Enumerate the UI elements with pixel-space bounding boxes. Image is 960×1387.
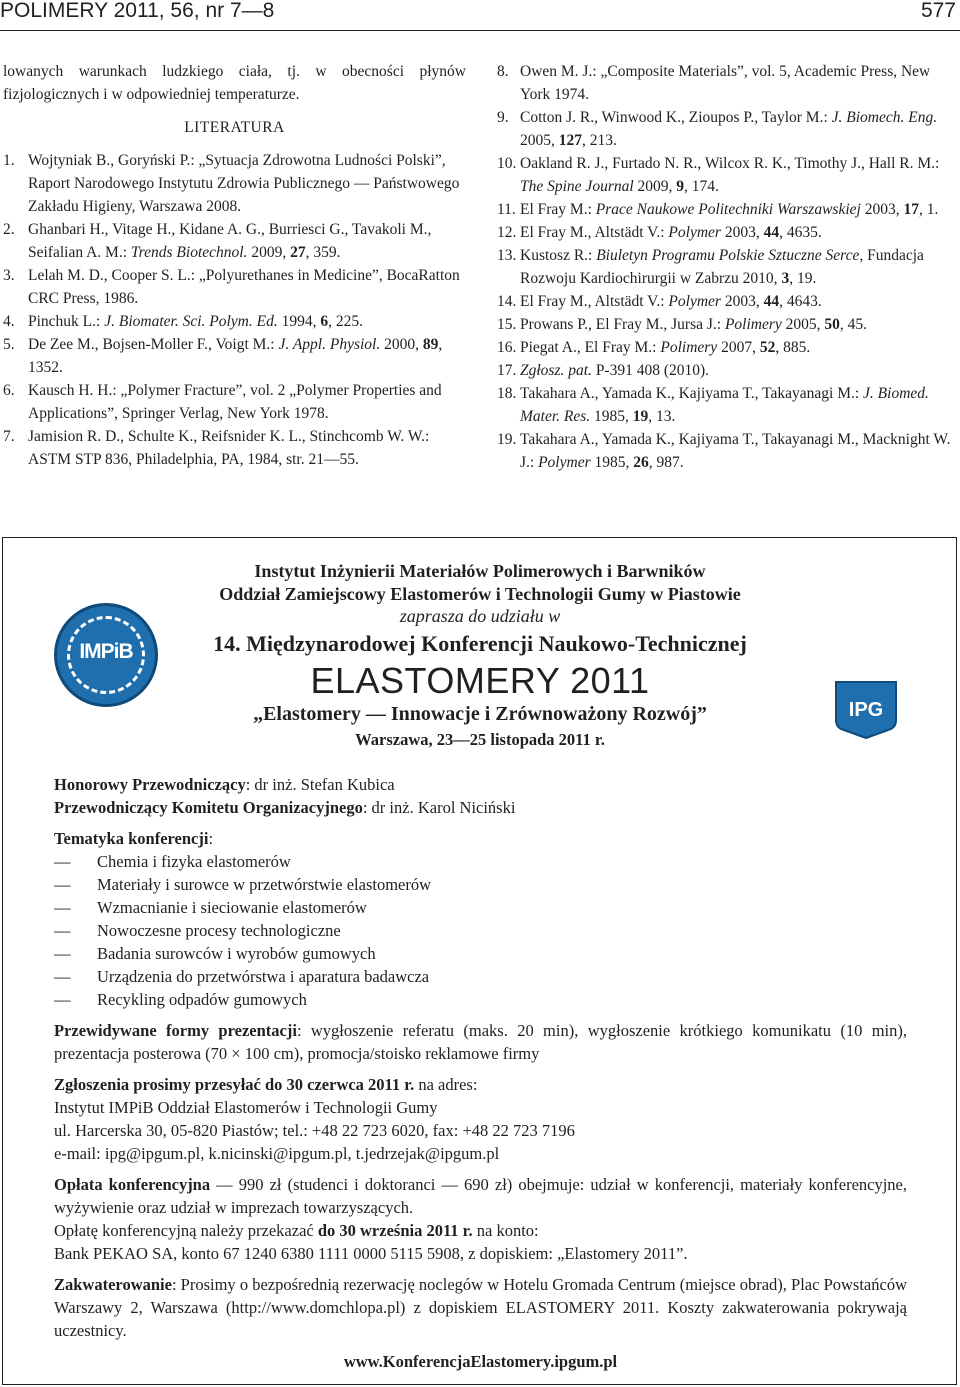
reference-number: 17. (497, 362, 517, 379)
reference-number: 4. (3, 313, 15, 330)
reference-number: 19. (497, 431, 517, 448)
reference-text: Takahara A., Yamada K., Kajiyama T., Takayanagi M., Macknight W. J.: Polymer 1985, 26, 987. (520, 431, 951, 471)
department-name: Oddział Zamiejscowy Elastomerów i Technologii Gumy w Piastowie (219, 584, 741, 604)
bank-account: Bank PEKAO SA, konto 67 1240 6380 1111 0000 5115 5908, z dopiskiem: „Elastomery 2011”. (54, 1244, 688, 1263)
reference-text: Owen M. J.: „Composite Materials”, vol. 5, Academic Press, New York 1974. (520, 63, 931, 103)
reference-text: Cotton J. R., Winwood K., Zioupos P., Taylor M.: J. Biomech. Eng. 2005, 127, 213. (520, 109, 938, 149)
reference-item (497, 60, 960, 106)
reference-text: Kustosz R.: Biuletyn Programu Polskie Sztuczne Serce, Fundacja Rozwoju Kardiochirurgii w Zabrzu 2010, 3, 19. (520, 247, 924, 287)
ipg-logo-text: IPG (848, 699, 884, 721)
reference-number: 13. (497, 247, 517, 264)
ipg-logo-graphic (830, 680, 902, 740)
reference-item (497, 221, 960, 244)
reference-text: Kausch H. H.: „Polymer Fracture”, vol. 2 „Polymer Properties and Applications”, Springer Verlag, New York 1978. (28, 382, 442, 422)
conference-motto: „Elastomery — Innowacje i Zrównoważony Rozwój” (253, 703, 707, 725)
reference-text: Prowans P., El Fray M., Jursa J.: Polimery 2005, 50, 45. (520, 316, 868, 333)
reference-item (497, 359, 960, 382)
reference-text: Wojtyniak B., Goryński P.: „Sytuacja Zdrowotna Ludności Polski”, Raport Narodowego Instytutu Zdrowia Publicznego — Państwowego Zakładu Higieny, Warszawa 2008. (28, 152, 460, 215)
literature-heading: LITERATURA (184, 119, 285, 136)
reference-number: 16. (497, 339, 517, 356)
impib-logo (54, 603, 158, 707)
reference-item (497, 336, 960, 359)
reference-item (497, 382, 960, 428)
topic-item: — Urządzenia do przetwórstwa i aparatura badawcza (54, 967, 430, 986)
reference-number: 6. (3, 382, 15, 399)
reference-text: De Zee M., Bojsen-Moller F., Voigt M.: J. Appl. Physiol. 2000, 89, 1352. (28, 336, 443, 376)
conference-website-link[interactable]: www.KonferencjaElastomery.ipgum.pl (343, 1352, 618, 1371)
honorary-chair: Honorowy Przewodniczący: dr inż. Stefan Kubica (54, 775, 395, 794)
reference-item (3, 333, 466, 379)
reference-text: Jamision R. D., Schulte K., Reifsnider K. L., Stinchcomb W. W.: ASTM STP 836, Philadelphia, PA, 1984, str. 21—55. (28, 428, 430, 468)
reference-number: 3. (3, 267, 15, 284)
reference-item (497, 290, 960, 313)
invitation-line: zaprasza do udziału w (399, 606, 561, 626)
reference-number: 14. (497, 293, 517, 310)
accommodation: Zakwaterowanie: Prosimy o bezpośrednią rezerwację noclegów w Hotelu Gromada Centrum (miejsce obrad), Plac Powstańców Warszawy 2, Warszawa (http://www.domchlopa.pl) z dopiskiem ELASTOMERY 2011. Koszty zakwaterowania pokrywają uczestnicy. (54, 1275, 907, 1340)
address-line: Instytut IMPiB Oddział Elastomerów i Technologii Gumy (54, 1098, 438, 1117)
reference-item (3, 149, 466, 218)
reference-number: 5. (3, 336, 15, 353)
submission-deadline: Zgłoszenia prosimy przesyłać do 30 czerwca 2011 r. na adres: (54, 1075, 478, 1094)
reference-item (3, 310, 466, 333)
left-column (3, 60, 466, 471)
reference-item (497, 313, 960, 336)
reference-item (3, 379, 466, 425)
reference-text: El Fray M.: Prace Naukowe Politechniki Warszawskiej 2003, 17, 1. (520, 201, 939, 218)
reference-number: 1. (3, 152, 15, 169)
journal-title: POLIMERY 2011, 56, nr 7—8 (0, 0, 275, 22)
reference-item (3, 264, 466, 310)
reference-item (497, 244, 960, 290)
announcement-body (54, 773, 907, 1373)
topic-item: — Wzmacnianie i sieciowanie elastomerów (54, 898, 367, 917)
reference-number: 11. (497, 201, 516, 218)
reference-number: 8. (497, 63, 509, 80)
reference-number: 7. (3, 428, 15, 445)
ipg-logo (830, 680, 902, 740)
topic-item: — Nowoczesne procesy technologiczne (54, 921, 341, 940)
reference-item (3, 425, 466, 471)
reference-number: 2. (3, 221, 15, 238)
header-rule (0, 30, 960, 31)
reference-text: Lelah M. D., Cooper S. L.: „Polyurethanes in Medicine”, BocaRatton CRC Press, 1986. (28, 267, 460, 307)
right-column (497, 60, 960, 474)
intro-paragraph: lowanych warunkach ludzkiego ciała, tj. w obecności płynów fizjologicznych i w odpowiedniej temperaturze. (3, 63, 466, 103)
topic-item: — Chemia i fizyka elastomerów (54, 852, 291, 871)
reference-number: 18. (497, 385, 517, 402)
reference-text: Ghanbari H., Vitage H., Kidane A. G., Burriesci G., Tavakoli M., Seifalian A. M.: Trends Biotechnol. 2009, 27, 359. (28, 221, 432, 261)
reference-item (497, 198, 960, 221)
reference-item (497, 106, 960, 152)
topic-item: — Materiały i surowce w przetwórstwie elastomerów (54, 875, 432, 894)
presentation-forms: Przewidywane formy prezentacji: wygłoszenie referatu (maks. 20 min), wygłoszenie krótkiego komunikatu (10 min), prezentacja posterowa (70 × 100 cm), promocja/stoisko reklamowe firmy (54, 1021, 907, 1063)
topics-heading: Tematyka konferencji: (54, 829, 214, 848)
page-header (0, 0, 960, 30)
reference-text: Piegat A., El Fray M.: Polimery 2007, 52, 885. (520, 339, 811, 356)
reference-number: 15. (497, 316, 517, 333)
page-number: 577 (920, 0, 956, 22)
conference-fee: Opłata konferencyjna — 990 zł (studenci i doktoranci — 690 zł) obejmuje: udział w konferencji, materiały konferencyjne, wyżywienie oraz udział w imprezach towarzyszących. (54, 1175, 908, 1217)
reference-text: El Fray M., Altstädt V.: Polymer 2003, 44, 4643. (520, 293, 822, 310)
conference-date: Warszawa, 23—25 listopada 2011 r. (355, 730, 605, 749)
conference-name: ELASTOMERY 2011 (310, 660, 650, 701)
reference-text: Pinchuk L.: J. Biomater. Sci. Polym. Ed. 1994, 6, 225. (28, 313, 363, 330)
institute-name: Instytut Inżynierii Materiałów Polimerowych i Barwników (254, 561, 706, 581)
reference-item (3, 218, 466, 264)
topic-item: — Badania surowców i wyrobów gumowych (54, 944, 376, 963)
reference-text: Oakland R. J., Furtado N. R., Wilcox R. K., Timothy J., Hall R. M.: The Spine Journal 2009, 9, 174. (520, 155, 940, 195)
contact-emails: e-mail: ipg@ipgum.pl, k.nicinski@ipgum.pl, t.jedrzejak@ipgum.pl (54, 1144, 500, 1163)
impib-logo-text: IMPiB (79, 640, 133, 663)
fee-payment: Opłatę konferencyjną należy przekazać do 30 września 2011 r. na konto: (54, 1221, 539, 1240)
reference-item (497, 428, 960, 474)
topic-item: — Recykling odpadów gumowych (54, 990, 307, 1009)
reference-text: Takahara A., Yamada K., Kajiyama T., Takayanagi M.: J. Biomed. Mater. Res. 1985, 19, 13. (520, 385, 929, 425)
organizing-chair: Przewodniczący Komitetu Organizacyjnego: dr inż. Karol Niciński (54, 798, 516, 817)
reference-text: El Fray M., Altstädt V.: Polymer 2003, 44, 4635. (520, 224, 822, 241)
reference-item (497, 152, 960, 198)
address-line: ul. Harcerska 30, 05-820 Piastów; tel.: +48 22 723 6020, fax: +48 22 723 7196 (54, 1121, 575, 1140)
reference-text: Zgłosz. pat. P-391 408 (2010). (520, 362, 710, 379)
reference-number: 9. (497, 109, 509, 126)
reference-number: 12. (497, 224, 517, 241)
conference-title: 14. Międzynarodowej Konferencji Naukowo-Technicznej (213, 631, 747, 656)
reference-number: 10. (497, 155, 517, 172)
